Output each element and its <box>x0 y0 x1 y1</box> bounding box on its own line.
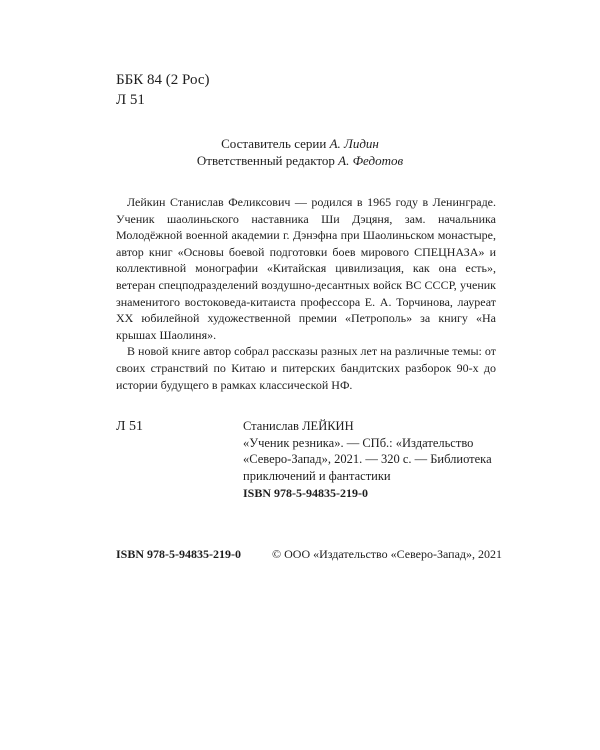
responsible-editor-name: А. Федотов <box>338 153 404 168</box>
catalog-author: Станислав ЛЕЙКИН <box>243 419 354 433</box>
catalog-line-3: приключений и фантастики <box>243 468 391 483</box>
responsible-editor-label: Ответственный редактор <box>196 153 335 168</box>
annotation-paragraph-2: В новой книге автор собрал рассказы разных лет на различные темы: от своих странствий по Китаю и питерских бандитских разборок 90-х до истории будущего в рамках классической НФ. <box>116 344 496 392</box>
responsible-editor <box>0 152 600 169</box>
series-compiler-name: А. Лидин <box>329 136 379 151</box>
author-mark: Л 51 <box>116 92 145 108</box>
catalog-record <box>243 418 503 502</box>
catalog-line-2: «Северо-Запад», 2021. — 320 с. — Библиотека <box>243 452 492 466</box>
series-compiler-label: Составитель серии <box>221 136 327 151</box>
series-compiler <box>0 135 600 152</box>
credits-block <box>0 135 600 169</box>
bbk-code: ББК 84 (2 Рос) <box>116 72 210 88</box>
annotation-paragraph-1: Лейкин Станислав Феликсович — родился в 1965 году в Ленинграде. Ученик шаолиньского наставника Ши Дэцяня, зам. начальника Молодёжной военной академии г. Дэнэфна при Шаолиньском монастыре, автор книг «Основы боевой подготовки боев мирового СПЕЦНАЗА» и коллективной монографии «Китайская цивилизация, как она есть», ветеран спецподразделений воздушно-десантных войск ВС СССР, ученик знаменитого востоковеда-китаиста профессора Е. А. Торчинова, лауреат XX юбилейной художественной премии «Петрополь» за книгу «На крышах Шаолиня». <box>116 195 496 342</box>
footer-copyright: © ООО «Издательство «Северо-Запад», 2021 <box>272 547 503 561</box>
classification-codes <box>116 70 209 110</box>
catalog-author-mark: Л 51 <box>116 419 143 434</box>
catalog-line-1: «Ученик резника». — СПб.: «Издательство <box>243 435 474 450</box>
catalog-isbn: ISBN 978-5-94835-219-0 <box>243 486 368 500</box>
annotation <box>116 194 496 393</box>
footer-isbn: ISBN 978-5-94835-219-0 <box>116 547 241 561</box>
